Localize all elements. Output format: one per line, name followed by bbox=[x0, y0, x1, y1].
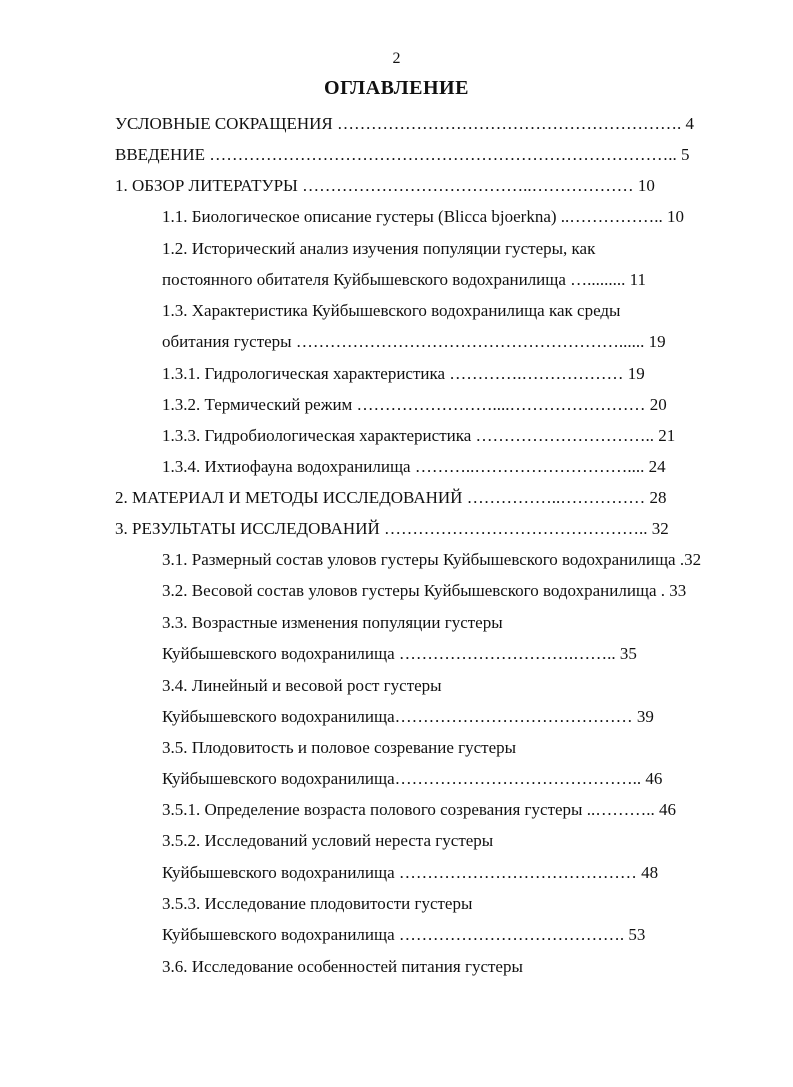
toc-entry: Куйбышевского водохранилища…………………………………… 39 bbox=[162, 707, 654, 726]
toc-entry: 1.3. Характеристика Куйбышевского водохранилища как среды bbox=[162, 301, 621, 320]
toc-entry: 1.3.1. Гидрологическая характеристика ………….……………… 19 bbox=[162, 364, 645, 383]
toc-entry: Куйбышевского водохранилища …………………………………… 48 bbox=[162, 863, 659, 882]
toc-entry: Куйбышевского водохранилища ………………………….…….. 35 bbox=[162, 644, 637, 663]
toc-entry: 3.5.1. Определение возраста полового созревания густеры ..……….. 46 bbox=[162, 800, 676, 819]
toc-entry: 1.2. Исторический анализ изучения популяции густеры, как bbox=[162, 239, 596, 258]
toc-entry: обитания густеры …………………………………………………...... 19 bbox=[162, 332, 666, 351]
toc-entry: 2. МАТЕРИАЛ И МЕТОДЫ ИССЛЕДОВАНИЙ ……………..…………… 28 bbox=[115, 488, 667, 507]
toc-entry: 1.3.2. Термический режим ……………………....…………………… 20 bbox=[162, 395, 667, 414]
toc-entry: 3.3. Возрастные изменения популяции густеры bbox=[162, 613, 503, 632]
toc-entry: 1.3.3. Гидробиологическая характеристика ………………………….. 21 bbox=[162, 426, 676, 445]
toc-entry: Куйбышевского водохранилища …………………………………. 53 bbox=[162, 925, 646, 944]
toc-entry: 1. ОБЗОР ЛИТЕРАТУРЫ …………………………………..……………… 10 bbox=[115, 176, 655, 195]
toc-entry: 3.1. Размерный состав уловов густеры Куйбышевского водохранилища .32 bbox=[162, 550, 702, 569]
toc-entry: 1.3.4. Ихтиофауна водохранилища ………..……………………….... 24 bbox=[162, 457, 666, 476]
page-number: 2 bbox=[392, 50, 401, 67]
toc-entry: 3.5.2. Исследований условий нереста густеры bbox=[162, 831, 494, 850]
toc-entry: 1.1. Биологическое описание густеры (Blicca bjoerkna) ..…………….. 10 bbox=[162, 207, 685, 226]
toc-entry: 3.4. Линейный и весовой рост густеры bbox=[162, 676, 442, 695]
toc-entry: 3. РЕЗУЛЬТАТЫ ИССЛЕДОВАНИЙ ……………………………………….. 32 bbox=[115, 519, 669, 538]
toc-entry: ВВЕДЕНИЕ ……………………………………………………………………….. 5 bbox=[115, 145, 690, 164]
toc-entry: 3.5.3. Исследование плодовитости густеры bbox=[162, 894, 473, 913]
toc-entry: постоянного обитателя Куйбышевского водохранилища …......... 11 bbox=[162, 270, 647, 289]
toc-entry: УСЛОВНЫЕ СОКРАЩЕНИЯ ……………………………………………………. 4 bbox=[115, 114, 695, 133]
page-title: ОГЛАВЛЕНИЕ bbox=[324, 77, 469, 99]
toc-entry: Куйбышевского водохранилища…………………………………….. 46 bbox=[162, 769, 663, 788]
toc-entry: 3.5. Плодовитость и половое созревание густеры bbox=[162, 738, 517, 757]
toc-entry: 3.2. Весовой состав уловов густеры Куйбышевского водохранилища . 33 bbox=[162, 581, 687, 600]
toc-entry: 3.6. Исследование особенностей питания густеры bbox=[162, 957, 523, 976]
